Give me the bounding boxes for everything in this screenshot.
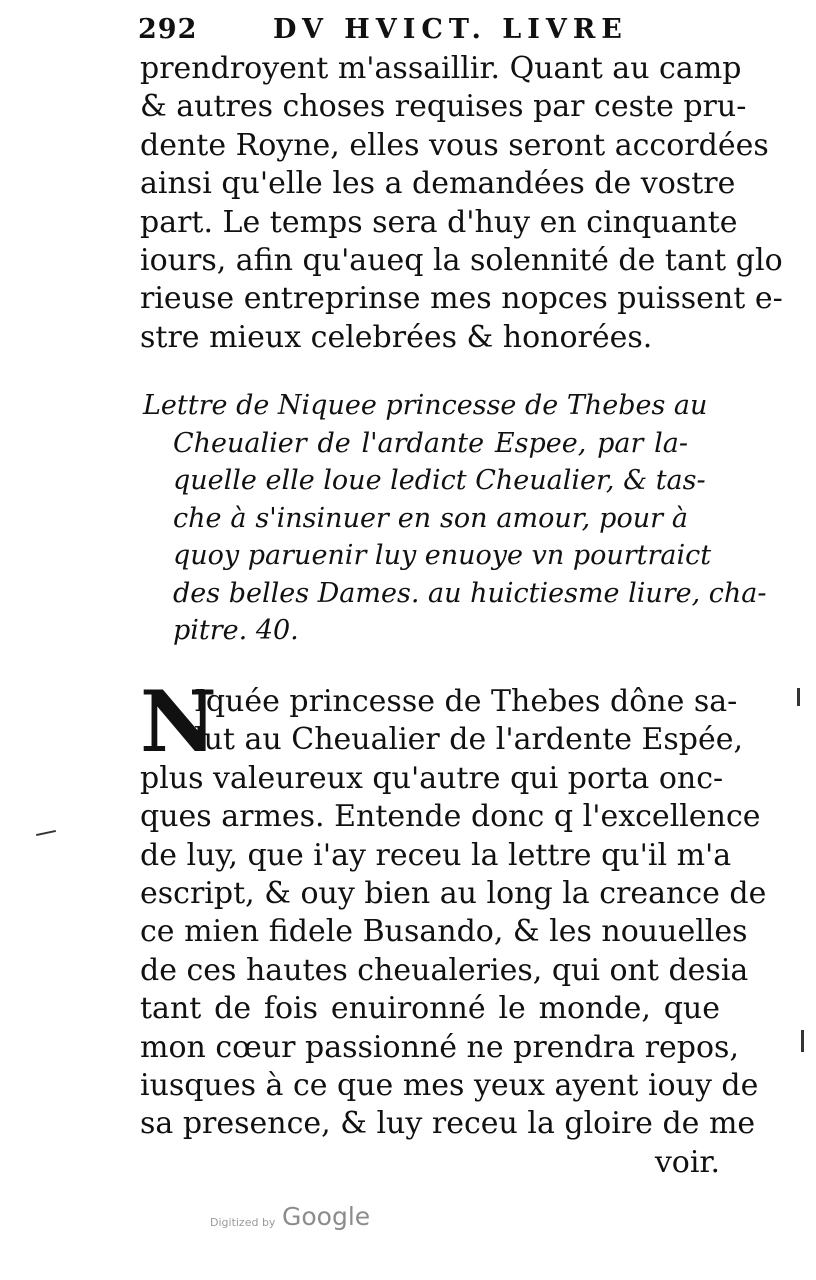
margin-speck [797, 688, 800, 706]
text-line: part. Le temps sera d'huy en cinquante [140, 204, 738, 240]
text-line: Iquée princesse de Thebes dône sa- [194, 684, 738, 719]
text-line: plus valeureux qu'autre qui porta onc- [140, 760, 724, 796]
text-line: sa presence, & luy receu la gloire de me [140, 1106, 756, 1142]
heading-line: che à s'insinuer en son amour, pour à [173, 502, 688, 534]
margin-speck [801, 1030, 804, 1052]
running-title: DV HVICT. LIVRE [273, 14, 628, 45]
page-number: 292 [138, 14, 198, 45]
text-line: tant de fois enuironné le monde, que [140, 991, 720, 1027]
text-line: iours, afin qu'aueq la solennité de tant glo [140, 242, 783, 278]
text-line: iusques à ce que mes yeux ayent iouy de [140, 1067, 759, 1103]
heading-line: Cheualier de l'ardante Espee, par la- [173, 427, 688, 459]
heading-line: Lettre de Niquee princesse de Thebes au [143, 390, 708, 421]
text-line: ques armes. Entende donc q l'excellence [140, 799, 761, 835]
margin-speck [36, 830, 56, 836]
drop-cap: N [140, 672, 217, 771]
text-line: lut au Cheualier de l'ardente Espée, [194, 722, 744, 758]
digitization-watermark [210, 1200, 410, 1240]
text-line: escript, & ouy bien au long la creance de [140, 875, 767, 911]
text-line: mon cœur passionné ne prendra repos, [140, 1029, 739, 1065]
text-line: prendroyent m'assaillir. Quant au camp [140, 51, 742, 86]
text-line: rieuse entreprinse mes nopces puissent e- [140, 281, 783, 317]
heading-line: des belles Dames. au huictiesme liure, cha- [173, 577, 767, 609]
letter-body [140, 672, 767, 1182]
preceding-text-block [140, 50, 783, 357]
text-line: stre mieux celebrées & honorées. [140, 319, 653, 355]
heading-line: quoy paruenir luy enuoye vn pourtraict [173, 540, 712, 571]
text-line: de ces hautes cheualeries, qui ont desia [140, 952, 749, 988]
digitized-by-label: Digitized by [210, 1216, 276, 1229]
page-header [138, 14, 738, 48]
google-logo: Google [282, 1202, 371, 1231]
text-line: & autres choses requises par ceste pru- [140, 89, 747, 125]
heading-line: quelle elle loue ledict Cheualier, & tas- [173, 465, 706, 496]
text-line: de luy, que i'ay receu la lettre qu'il m'a [140, 837, 732, 873]
text-line: ainsi qu'elle les a demandées de vostre [140, 166, 736, 202]
letter-signoff: voir. [654, 1144, 720, 1180]
letter-heading [143, 387, 767, 650]
text-line: dente Royne, elles vous seront accordées [140, 127, 769, 163]
heading-line: pitre. 40. [173, 615, 299, 646]
text-line: ce mien fidele Busando, & les nouuelles [140, 914, 748, 950]
